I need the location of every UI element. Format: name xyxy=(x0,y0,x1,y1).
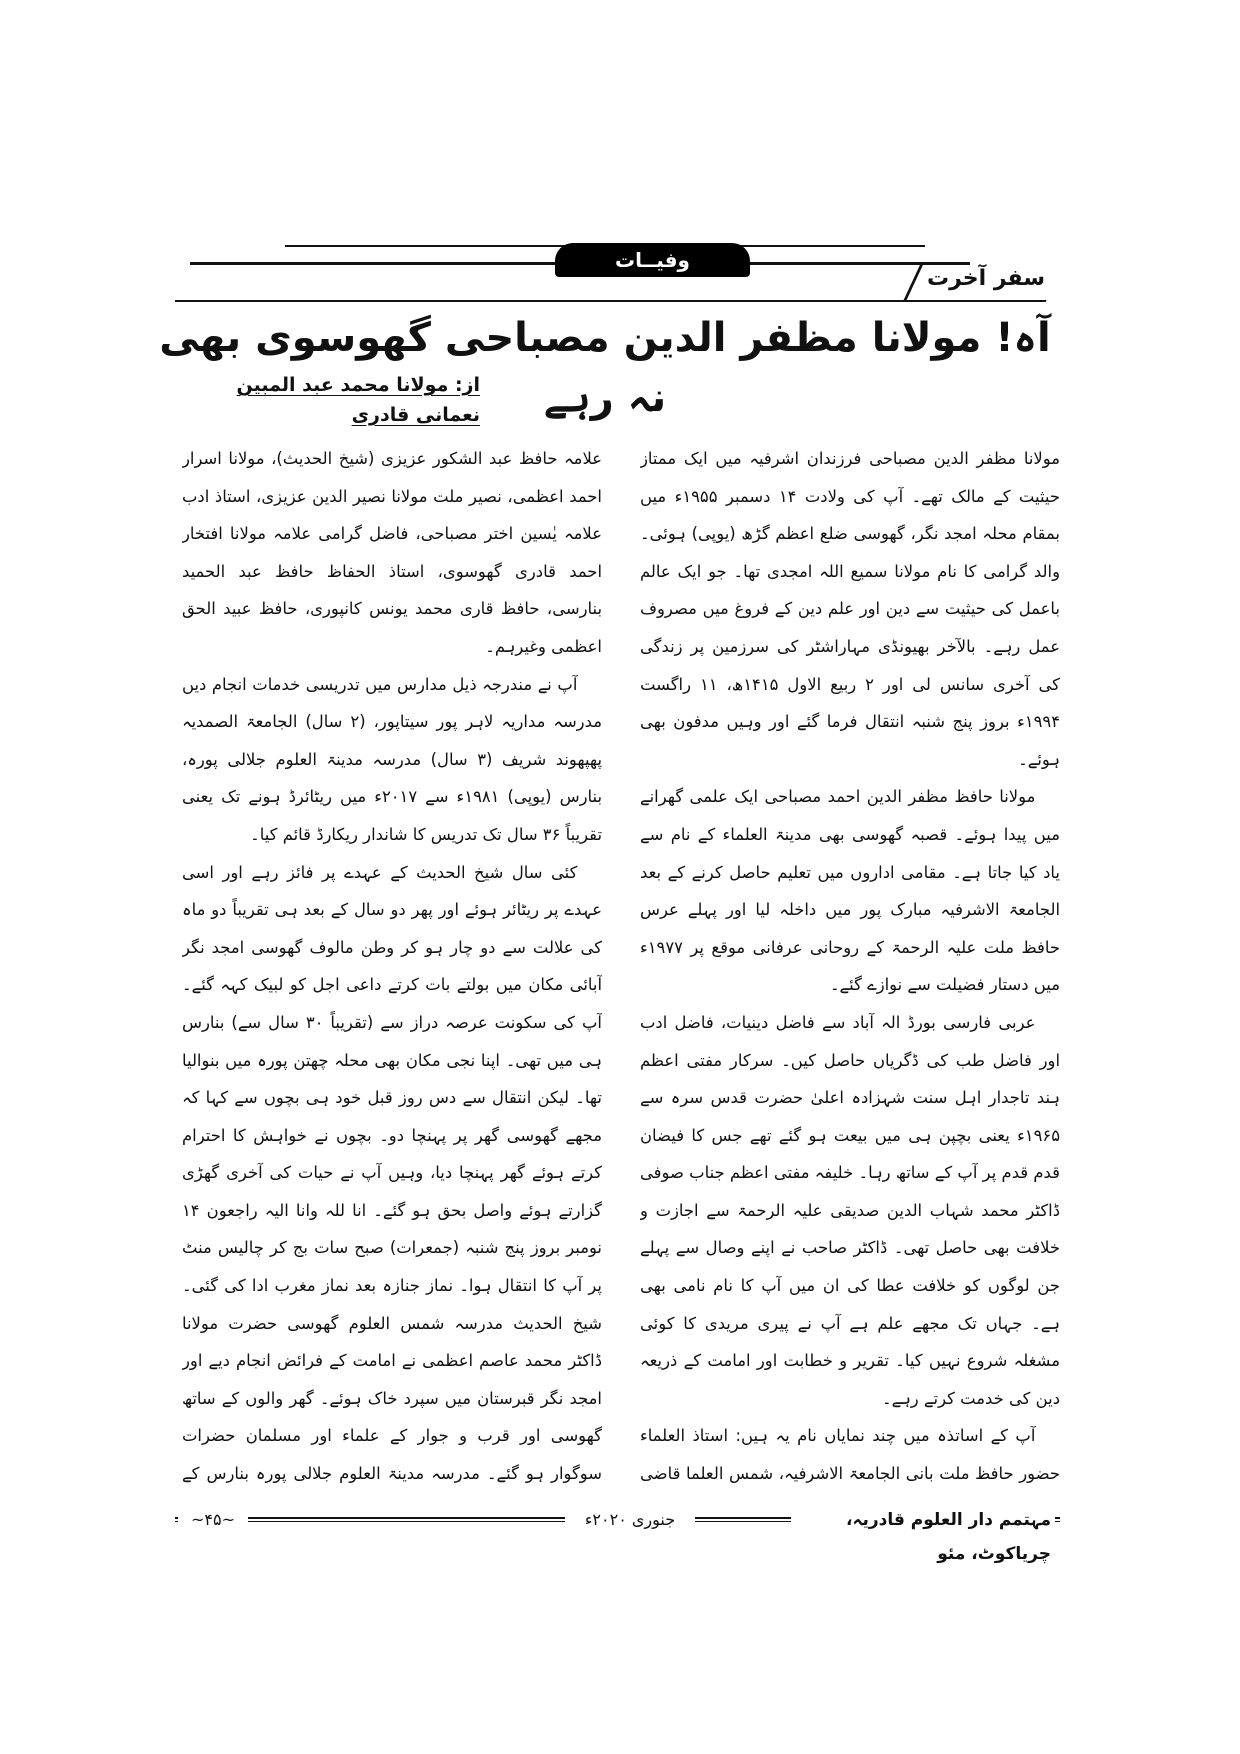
text-column-left xyxy=(182,440,602,1490)
article-author: از: مولانا محمد عبد المبین نعمانی قادری xyxy=(236,374,480,426)
series-label: سفر آخرت xyxy=(926,266,1045,291)
text-column-right xyxy=(640,440,1060,1490)
paragraph: آپ نے مندرجہ ذیل مدارس میں تدریسی خدمات انجام دیں مدرسہ مداریہ لاہر پور سیتاپور، (۲ سال) الجامعۃ الصمدیہ پھپھوند شریف (۳ سال) مدرسہ مدینۃ العلوم جلالی پورہ، بنارس (یوپی) ۱۹۸۱ء سے ۲۰۱۷ء میں ریٹائرڈ ہونے تک یعنی تقریباً ۳۶ سال تک تدریس کا شاندار ریکارڈ قائم کیا۔ xyxy=(182,674,602,844)
paragraph: آپ کے اساتذہ میں چند نمایاں نام یہ ہیں: استاذ العلماء حضور حافظ ملت بانی الجامعۃ الاشرفیہ، شمس العلما قاضی xyxy=(640,1426,1060,1484)
article-title: آہ! مولانا مظفر الدین مصباحی گھوسوی بھی نہ رہے xyxy=(159,315,1051,421)
paragraph: مولانا مظفر الدین مصباحی فرزندان اشرفیہ میں ایک ممتاز حیثیت کے مالک تھے۔ آپ کی ولادت ۱۴ دسمبر ۱۹۵۵ء میں بمقام محلہ امجد نگر، گھوسی ضلع اعظم گڑھ (یوپی) ہوئی۔ والد گرامی کا نام مولانا سمیع اللہ امجدی تھا۔ جو ایک عالم باعمل کی حیثیت سے دین اور علم دین کے فروغ میں مصروف عمل رہے۔ بالآخر بھیونڈی مہاراشٹر کی سرزمین پر زندگی کی آخری سانس لی اور ۲ ربیع الاول ۱۴۱۵ھ، ۱۱ راگست ۱۹۹۴ء بروز پنج شنبہ انتقال فرما گئے اور وہیں مدفون بھی ہوئے۔ xyxy=(640,449,1060,769)
page-number: ~۴۵~ xyxy=(178,1503,248,1537)
paragraph: علامہ حافظ عبد الشکور عزیزی (شیخ الحدیث)، مولانا اسرار احمد اعظمی، نصیر ملت مولانا نصیر الدین عزیزی، استاذ ادب علامہ یٰسین اختر مصباحی، فاضل گرامی علامہ مولانا افتخار احمد قادری گھوسوی، استاذ الحفاظ حافظ عبد الحمید بنارسی، حافظ قاری محمد یونس کانپوری، حافظ عبید الحق اعظمی وغیرہم۔ xyxy=(182,449,602,656)
footer-organization: مہتمم دار العلوم قادریہ، چریاکوٹ، مئو xyxy=(791,1503,1055,1537)
section-tab: وفیــات xyxy=(555,243,750,277)
header-rule xyxy=(175,300,915,302)
paragraph: مولانا حافظ مظفر الدین احمد مصباحی ایک علمی گھرانے میں پیدا ہوئے۔ قصبہ گھوسی بھی مدینۃ العلماء کے نام سے یاد کیا جاتا ہے۔ مقامی اداروں میں تعلیم حاصل کرنے کے بعد الجامعۃ الاشرفیہ مبارک پور میں داخلہ لیا اور پہلے عرس حافظ ملت علیہ الرحمۃ کے روحانی عرفانی موقع پر ۱۹۷۷ء میں دستار فضیلت سے نوازے گئے۔ xyxy=(640,787,1060,995)
paragraph: عربی فارسی بورڈ الہ آباد سے فاضل دینیات، فاضل ادب اور فاضل طب کی ڈگریاں حاصل کیں۔ سرکار مفتی اعظم ہند تاجدار اہل سنت شہزادہ اعلیٰ حضرت قدس سرہ سے ۱۹۶۵ء یعنی بچپن ہی میں بیعت ہو گئے تھے جس کا فیضان قدم قدم پر آپ کے ساتھ رہا۔ خلیفہ مفتی اعظم جناب صوفی ڈاکٹر محمد شہاب الدین صدیقی علیہ الرحمۃ سے اجازت و خلافت بھی حاصل تھی۔ ڈاکٹر صاحب نے اپنے وصال سے پہلے جن لوگوں کو خلافت عطا کی ان میں آپ کا نام نامی بھی ہے۔ جہاں تک مجھے علم ہے آپ نے پیری مریدی کا کوئی مشغلہ شروع نہیں کیا۔ تقریر و خطابت اور امامت کے ذریعہ دین کی خدمت کرتے رہے۔ xyxy=(640,1012,1060,1408)
paragraph: کئی سال شیخ الحدیث کے عہدے پر فائز رہے اور اسی عہدے پر ریٹائر ہوئے اور پھر دو سال کے بعد ہی تقریباً دو ماہ کی علالت سے دو چار ہو کر وطن مالوف گھوسی امجد نگر آبائی مکان میں بولتے بات کرتے داعی اجل کو لبیک کہہ گئے۔ آپ کی سکونت عرصہ دراز سے (تقریباً ۳۰ سال سے) بنارس ہی میں تھی۔ اپنا نجی مکان بھی محلہ چھتن پورہ میں بنوالیا تھا۔ لیکن انتقال سے دس روز قبل خود ہی بچوں سے کہا کہ مجھے گھوسی گھر پر پہنچا دو۔ بچوں نے خواہش کا احترام کرتے ہوئے گھر پہنچا دیا، وہیں آپ نے حیات کی آخری گھڑی گزارتے ہوئے واصل بحق ہو گئے۔ انا للہ وانا الیہ راجعون ۱۴ نومبر بروز پنج شنبہ (جمعرات) صبح سات بج کر چالیس منٹ پر آپ کا انتقال ہوا۔ نماز جنازہ بعد نماز مغرب ادا کی گئی۔ شیخ الحدیث مدرسہ شمس العلوم گھوسی حضرت مولانا ڈاکٹر محمد عاصم اعظمی نے امامت کے فرائض انجام دیے اور امجد نگر قبرستان میں سپرد خاک ہوئے۔ گھر والوں کے ساتھ گھوسی اور قرب و جوار کے علماء اور مسلمان حضرات سوگوار ہو گئے۔ مدرسہ مدینۃ العلوم جلالی پورہ بنارس کے xyxy=(182,862,602,1484)
footer-date: جنوری ۲۰۲۰ء xyxy=(565,1503,695,1537)
